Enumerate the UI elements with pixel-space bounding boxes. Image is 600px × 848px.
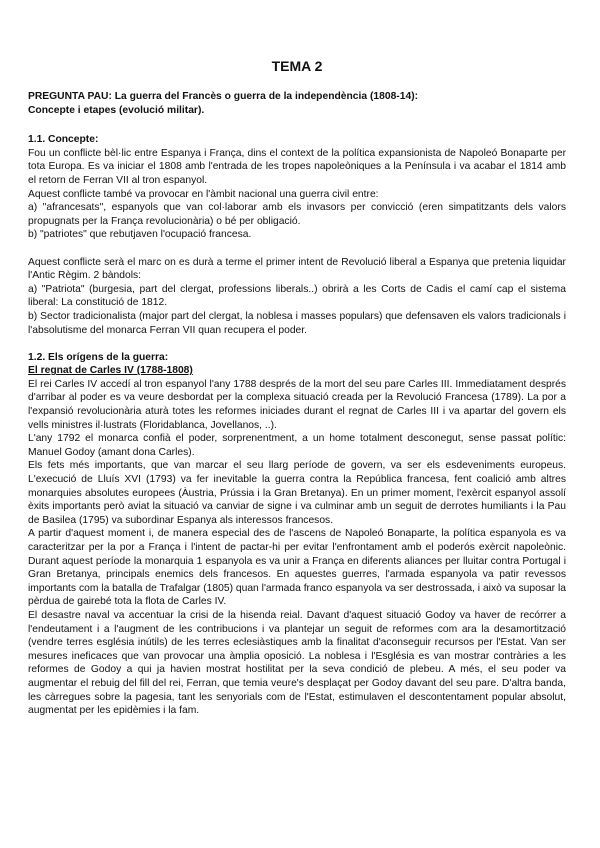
exam-question-line-2: Concepte i etapes (evolució militar). [28,104,205,116]
spacer [28,242,566,256]
paragraph: Els fets més importants, que van marcar el seu llarg període de govern, va ser els esdeveniments europeus. L'execució de Lluís XVI (1793) va fer inevitable la guerra contra la República francesa, fent coalició amb altres monarquies absolutes europees (Àustria, Prússia i la Gran Bretanya). En un primer moment, l'exèrcit espanyol assolí èxits importants però aviat la situació va canviar de signe i va culminar amb un seguit de derrotes humiliants i la Pau de Basilea (1795) va subordinar Espanya als interessos francesos. [28,460,566,526]
paragraph: El desastre naval va accentuar la crisi de la hisenda reial. Davant d'aquest situació Godoy va haver de recórrer a l'endeutament i a l'augment de les contribucions i va plantejar un seguit de reformes com ara la desamortització (vendre terres església inútils) de les terres eclesiàstiques amb la finalitat d'aconseguir recursos per l'Estat. Van ser mesures ineficaces que van provocar una àmplia oposició. La noblesa i l'Església es van mostrar contràries a les reformes de Godoy a qui ja havien mostrat hostilitat per la seva condició de plebeu. A més, el seu poder va augmentar el rebuig del fill del rei, Ferran, que temia veure's desplaçat per Godoy davant del seu pare. D'altra banda, les càrregues sobre la pagesia, tant les senyorials com de l'Estat, estimulaven el descontentament popular absolut, augmentat per les epidèmies i la fam. [28,609,566,717]
paragraph: El rei Carles IV accedí al tron espanyol l'any 1788 després de la mort del seu pare Carles III. Immediatament després d'arribar al poder es va veure desbordat per la complexa situació creada per la Revolució Francesa (1789). La por a l'expansió revolucionària aturà totes les reformes iniciades durant el regnat de Carles III i va apartar del govern els vells ministres il·lustrats (Floridablanca, Jovellanos, ..). [28,378,566,431]
list-item-patriota: a) "Patriota" (burgesia, part del clergat, professions liberals..) obrirà a les Corts de Cadis el camí cap el sistema liberal: La constitució de 1812. [28,283,566,309]
list-item-tradicionalista: b) Sector tradicionalista (major part del clergat, la noblesa i masses populars) que defensaven els valors tradicionals i l'absolutisme del monarca Ferran VII quan recupera el poder. [28,310,566,336]
list-item-patriotes: b) "patriotes" que rebutjaven l'ocupació francesa. [28,229,252,241]
paragraph: A partir d'aquest moment i, de manera especial des de l'ascens de Napoleó Bonaparte, la política espanyola es va caracteritzar per la por a França i l'intent de pactar-hi per evitar l'enfrontament amb el poderós exèrcit napoleònic. Durant aquest període la monarquia 1 espanyola es va unir a França en diferents aliances per lluitar contra Portugal i Gran Bretanya, principals enemics dels francesos. En aquestes guerres, l'armada espanyola va patir revessos importants com la batalla de Trafalgar (1805) quan l'armada franco espanyola va ser destrossada, i això va suposar la pèrdua de gairebé tota la flota de Carles IV. [28,528,566,608]
paragraph: Aquest conflicte també va provocar en l'àmbit nacional una guerra civil entre: [28,188,379,200]
list-item-afrancesats: a) "afrancesats", espanyols que van col·laborar amb els invasors per convicció (eren simpatitzants dels valors propugnats per la França revolucionària) o bé per obligació. [28,202,566,227]
paragraph: Fou un conflicte bèl·lic entre Espanya i França, dins el context de la política expansionista de Napoleó Bonaparte per tota Europa. Es va iniciar el 1808 amb l'entrada de les tropes napoleòniques a la Península i va acabar el 1814 amb el retorn de Ferran VII al tron espanyol. [28,147,566,186]
paragraph: L'any 1792 el monarca confià el poder, sorprenentment, a un home totalment desconegut, sense passat polític: Manuel Godoy (amant dona Carles). [28,433,566,458]
subsection-heading-carles-iv: El regnat de Carles IV (1788-1808) [28,365,193,377]
paragraph: Aquest conflicte serà el marc on es durà a terme el primer intent de Revolució liberal a Espanya que pretenia liquidar l'Antic Règim. 2 bàndols: [28,256,566,282]
section-heading-origens: 1.2. Els orígens de la guerra: [28,351,169,363]
section-heading-concepte: 1.1. Concepte: [28,134,99,146]
exam-question [28,90,566,117]
page-title: TEMA 2 [271,58,323,74]
exam-question-line-1: PREGUNTA PAU: La guerra del Francès o guerra de la independència (1808-14): [28,91,419,102]
spacer [28,337,566,351]
